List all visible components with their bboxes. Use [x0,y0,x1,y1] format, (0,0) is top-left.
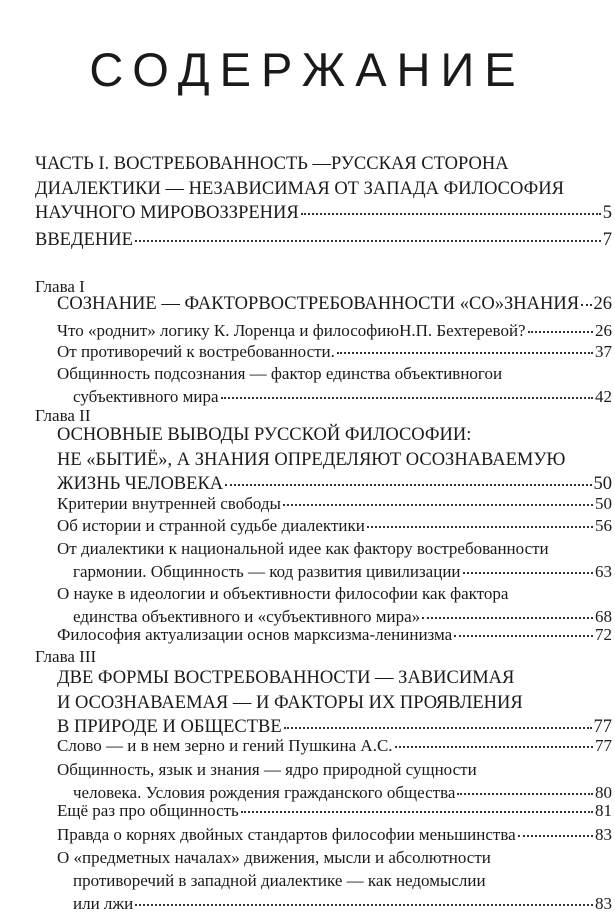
entry-title: субъективного мира [73,387,219,406]
entry-line: противоречий в западной диалектике — как недомыслии [73,871,486,890]
entry-title: СОЗНАНИЕ — ФАКТОРВОСТРЕБОВАННОСТИ «СО»ЗНАНИЯ [57,294,580,314]
dot-leader [518,835,593,837]
page-number: 81 [595,801,612,820]
toc-entry[interactable] [57,537,612,583]
entry-line: ДИАЛЕКТИКИ — НЕЗАВИСИМАЯ ОТ ЗАПАДА ФИЛОСОФИЯ [35,178,564,199]
dot-leader [395,746,593,748]
dot-leader [337,352,593,354]
dot-leader [463,572,593,574]
entry-line: Общинность, язык и знания — ядро природной сущности [57,760,477,779]
entry-title: Правда о корнях двойных стандартов философии меньшинства [57,825,516,844]
entry-line: О «предметных началах» движения, мысли и абсолютности [57,848,491,867]
dot-leader [301,213,601,215]
page-number: 80 [595,783,612,802]
dot-leader [283,504,593,506]
page-number: 72 [595,625,612,644]
chapter-label-3: Глава III [35,647,97,666]
toc-entry-intro[interactable] [35,228,612,253]
chapter-label-1: Глава I [35,277,85,296]
entry-line: ЧАСТЬ I. ВОСТРЕБОВАННОСТЬ —РУССКАЯ СТОРОНА [35,154,509,174]
toc-entry[interactable] [57,623,612,646]
page-number: 42 [595,387,612,406]
toc-entry[interactable] [57,734,612,757]
toc-entry[interactable] [57,340,612,363]
entry-line: О науке в идеологии и объективности философии как фактора [57,584,509,603]
entry-title: В ПРИРОДЕ И ОБЩЕСТВЕ [57,717,282,737]
toc-entry-ch1-heading[interactable] [57,292,612,317]
dot-leader [221,397,593,399]
entry-title: ВВЕДЕНИЕ [35,230,133,250]
page-number: 68 [595,607,612,626]
dot-leader [422,617,593,619]
entry-title: ЖИЗНЬ ЧЕЛОВЕКА [57,474,224,494]
toc-entry[interactable] [57,362,612,408]
page-number: 26 [595,321,612,340]
toc-entry[interactable] [57,514,612,537]
entry-title: или лжи [73,894,134,913]
dot-leader [284,727,592,729]
entry-title: Слово — и в нем зерно и гений Пушкина А.С. [57,736,393,755]
entry-title: человека. Условия рождения гражданского общества [73,783,456,802]
dot-leader [528,331,593,333]
page-number: 50 [595,494,612,513]
entry-line: ДВЕ ФОРМЫ ВОСТРЕБОВАННОСТИ — ЗАВИСИМАЯ [57,668,515,688]
page-number: 26 [593,294,612,314]
toc-entry[interactable] [57,823,612,846]
entry-title: Критерии внутренней свободы [57,494,281,513]
dot-leader [457,793,593,795]
page-number: 50 [593,474,612,494]
dot-leader [454,635,593,637]
dot-leader [581,304,591,306]
entry-line: От диалектики к национальной идее как фактору востребованности [57,539,549,558]
page-number: 5 [602,203,612,223]
page-number: 83 [595,825,612,844]
toc-entry-ch2-heading[interactable] [57,423,612,497]
entry-title: Об истории и странной судьбе диалектики [57,516,365,535]
dot-leader [135,904,593,906]
page-number: 37 [595,342,612,361]
dot-leader [241,811,593,813]
page-number: 7 [602,230,612,250]
page-number: 83 [595,894,612,913]
entry-title: Ещё раз про общинность [57,801,239,820]
entry-line: И ОСОЗНАВАЕМАЯ — И ФАКТОРЫ ИХ ПРОЯВЛЕНИЯ [57,692,523,713]
toc-entry-ch3-heading[interactable] [57,666,612,740]
entry-title: От противоречий к востребованности. [57,342,335,361]
entry-title: единства объективного и «субъективного мира» [73,607,421,626]
entry-title: Философия актуализации основ марксизма-ленинизма [57,625,453,644]
page-number: 77 [595,736,612,755]
entry-line: ОСНОВНЫЕ ВЫВОДЫ РУССКОЙ ФИЛОСОФИИ: [57,425,472,445]
toc-entry[interactable] [57,582,612,628]
toc-entry[interactable] [57,758,612,804]
dot-leader [225,484,591,486]
chapter-label-2: Глава II [35,406,91,425]
dot-leader [367,526,593,528]
dot-leader [135,240,601,242]
page-number: 63 [595,562,612,581]
toc-entry[interactable] [57,799,612,822]
toc-entry-part1[interactable] [35,152,612,226]
toc-entry[interactable] [57,846,612,915]
page-number: 56 [595,516,612,535]
entry-title: гармонии. Общинность — код развития цивилизации [73,562,461,581]
toc-entry[interactable] [57,319,612,342]
entry-title: НАУЧНОГО МИРОВОЗЗРЕНИЯ [35,203,299,223]
entry-line: Общинность подсознания — фактор единства объективногои [57,364,503,383]
entry-title: Что «роднит» логику К. Лоренца и философиюН.П. Бехтеревой? [57,321,526,340]
page-title: СОДЕРЖАНИЕ [89,43,526,96]
toc-entry[interactable] [57,492,612,515]
entry-line: НЕ «БЫТИЁ», А ЗНАНИЯ ОПРЕДЕЛЯЮТ ОСОЗНАВАЕМУЮ [57,449,566,470]
page-number: 77 [593,717,612,737]
